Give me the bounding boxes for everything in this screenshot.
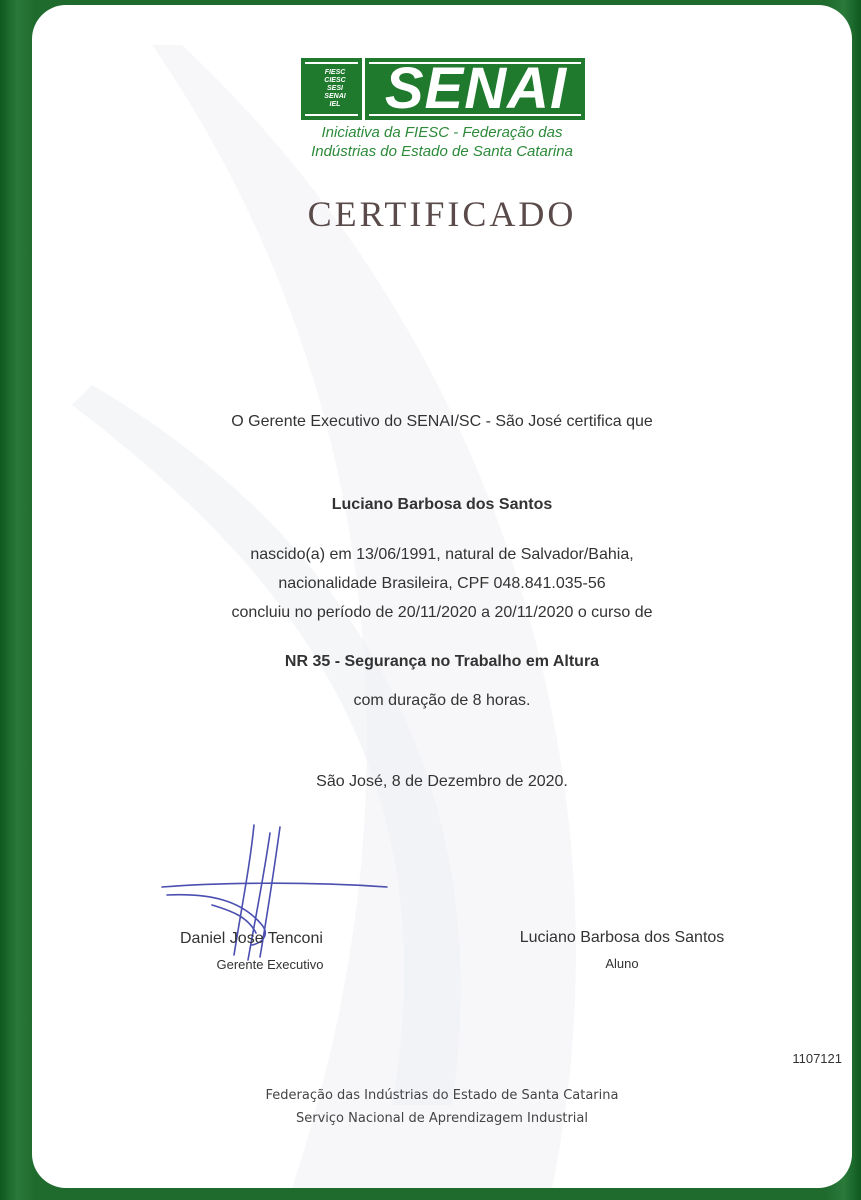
place-and-date: São José, 8 de Dezembro de 2020.: [316, 773, 568, 790]
logo-line-sesi: SESI: [327, 85, 343, 92]
certificate-title: CERTIFICADO: [307, 194, 577, 234]
student-signature-role: Aluno: [605, 956, 639, 971]
watermark-swoosh: [32, 5, 852, 1188]
student-signature-name: Luciano Barbosa dos Santos: [519, 929, 725, 946]
certificate-number: 1107121: [792, 1051, 842, 1066]
course-name: NR 35 - Segurança no Trabalho em Altura: [284, 653, 600, 670]
signatory-name: Daniel Jose Tenconi: [180, 930, 323, 947]
logo-line-ciesc: CIESC: [324, 77, 346, 84]
logo-line-senai: SENAI: [324, 93, 346, 100]
footer-line-2: Serviço Nacional de Aprendizagem Industrial: [296, 1111, 588, 1126]
logo-line-iel: IEL: [329, 101, 341, 108]
student-name: Luciano Barbosa dos Santos: [331, 496, 553, 513]
details-line-2: nacionalidade Brasileira, CPF 048.841.035-56: [278, 575, 606, 592]
system-mark: [301, 58, 362, 120]
course-duration: com duração de 8 horas.: [353, 692, 531, 709]
senai-logo: [301, 58, 585, 120]
certificate-paper: [32, 5, 852, 1188]
senai-wordmark: SENAI: [384, 56, 568, 121]
senai-wordmark-box: [365, 58, 585, 120]
logo-tagline-1: Iniciativa da FIESC - Federação das: [321, 124, 563, 141]
details-line-3: concluiu no período de 20/11/2020 a 20/11/2020 o curso de: [231, 604, 653, 621]
logo-tagline-2: Indústrias do Estado de Santa Catarina: [311, 143, 573, 160]
footer-line-1: Federação das Indústrias do Estado de Santa Catarina: [265, 1088, 619, 1103]
signatory-role: Gerente Executivo: [216, 957, 324, 972]
logo-line-fiesc: FIESC: [324, 69, 346, 76]
intro-text: O Gerente Executivo do SENAI/SC - São José certifica que: [231, 413, 653, 430]
details-line-1: nascido(a) em 13/06/1991, natural de Salvador/Bahia,: [250, 546, 634, 563]
